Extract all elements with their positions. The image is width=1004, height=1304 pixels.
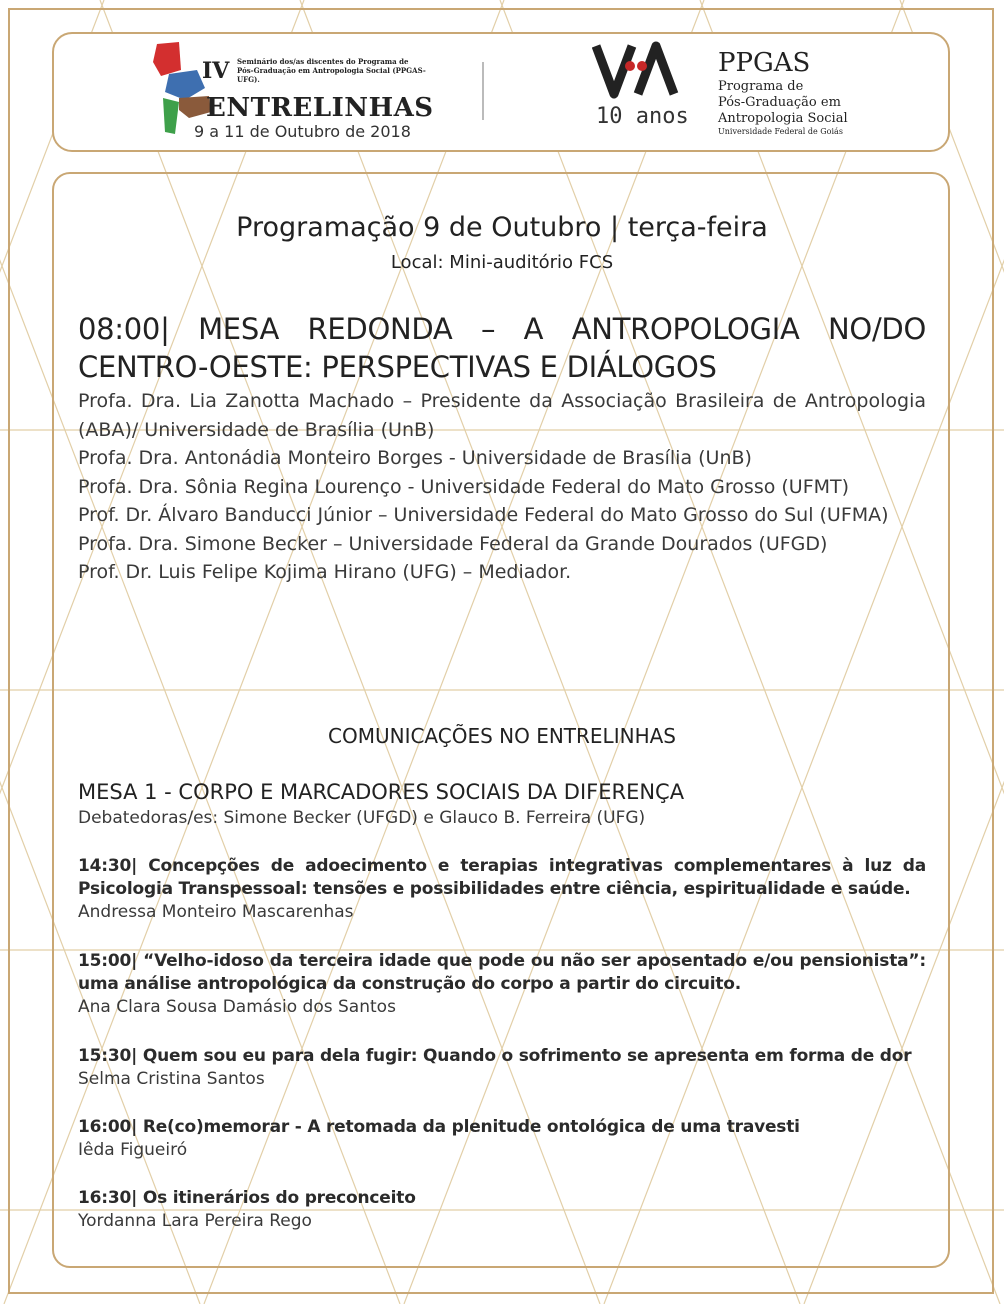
ppgas-subtitle <box>718 79 848 127</box>
participant-item: Prof. Dr. Luis Felipe Kojima Hirano (UFG) – Mediador. <box>78 561 572 583</box>
header-divider <box>482 62 484 120</box>
university-name: Universidade Federal de Goiás <box>718 127 843 136</box>
ppgas-subtitle-line: Programa de <box>718 79 804 94</box>
ppgas-anniversary-logo-icon <box>592 40 682 105</box>
talk-item <box>78 855 926 924</box>
anniversary-label: 10 anos <box>596 104 689 129</box>
talk-item <box>78 1045 926 1091</box>
talk-title: 16:00| Re(co)memorar - A retomada da plenitude ontológica de uma travesti <box>78 1117 800 1137</box>
program-title: Programação 9 de Outubro | terça-feira <box>236 212 768 243</box>
talk-item <box>78 950 926 1019</box>
edition-numeral: IV <box>202 58 230 84</box>
program-location: Local: Mini-auditório FCS <box>390 252 614 273</box>
participant-item: Profa. Dra. Antonádia Monteiro Borges - Universidade de Brasília (UnB) <box>78 447 752 469</box>
session-debaters: Debatedoras/es: Simone Becker (UFGD) e Glauco B. Ferreira (UFG) <box>78 808 646 828</box>
ppgas-subtitle-line: Antropologia Social <box>718 111 848 126</box>
participant-item: Profa. Dra. Simone Becker – Universidade Federal da Grande Dourados (UFGD) <box>78 532 828 555</box>
ppgas-title: PPGAS <box>718 48 811 78</box>
seminar-description: Seminário dos/as discentes do Programa de Pós-Graduação em Antropologia Social (PPGAS-UFG). <box>237 57 426 84</box>
talk-item <box>78 1187 926 1233</box>
talk-author: Iêda Figueiró <box>78 1140 188 1160</box>
talk-author: Ana Clara Sousa Damásio dos Santos <box>78 997 396 1017</box>
event-name: ENTRELINHAS <box>206 93 434 123</box>
participant-item: Prof. Dr. Álvaro Banducci Júnior – Universidade Federal do Mato Grosso do Sul (UFMA) <box>78 504 889 526</box>
talk-title: 15:00| “Velho-idoso da terceira idade que pode ou não ser aposentado e/ou pensionista”: uma análise antropológica da construção do corpo a partir do circuito. <box>78 951 926 994</box>
talk-title: 15:30| Quem sou eu para dela fugir: Quando o sofrimento se apresenta em forma de dor <box>78 1046 912 1066</box>
event-dates: 9 a 11 de Outubro de 2018 <box>194 122 411 141</box>
talk-author: Andressa Monteiro Mascarenhas <box>78 902 354 922</box>
talk-item <box>78 1116 926 1162</box>
talk-title: 14:30| Concepções de adoecimento e terapias integrativas complementares à luz da Psicologia Transpessoal: tensões e possibilidades entre ciência, espiritualidade e saúde. <box>78 856 926 899</box>
talk-title: 16:30| Os itinerários do preconceito <box>78 1188 416 1208</box>
participant-list <box>78 387 926 587</box>
round-table-heading: 08:00| MESA REDONDA – A ANTROPOLOGIA NO/DO CENTRO-OESTE: PERSPECTIVAS E DIÁLOGOS <box>78 312 926 384</box>
ppgas-subtitle-line: Pós-Graduação em <box>718 95 841 110</box>
participant-item: Profa. Dra. Lia Zanotta Machado – Presidente da Associação Brasileira de Antropologia (ABA)/ Universidade de Brasília (UnB) <box>78 390 926 441</box>
header-banner <box>52 32 950 152</box>
talk-author: Selma Cristina Santos <box>78 1069 265 1089</box>
participant-item: Profa. Dra. Sônia Regina Lourenço - Universidade Federal do Mato Grosso (UFMT) <box>78 475 850 498</box>
talk-author: Yordanna Lara Pereira Rego <box>78 1211 312 1231</box>
session-title: MESA 1 - CORPO E MARCADORES SOCIAIS DA DIFERENÇA <box>78 780 685 804</box>
communications-heading: COMUNICAÇÕES NO ENTRELINHAS <box>328 724 676 748</box>
